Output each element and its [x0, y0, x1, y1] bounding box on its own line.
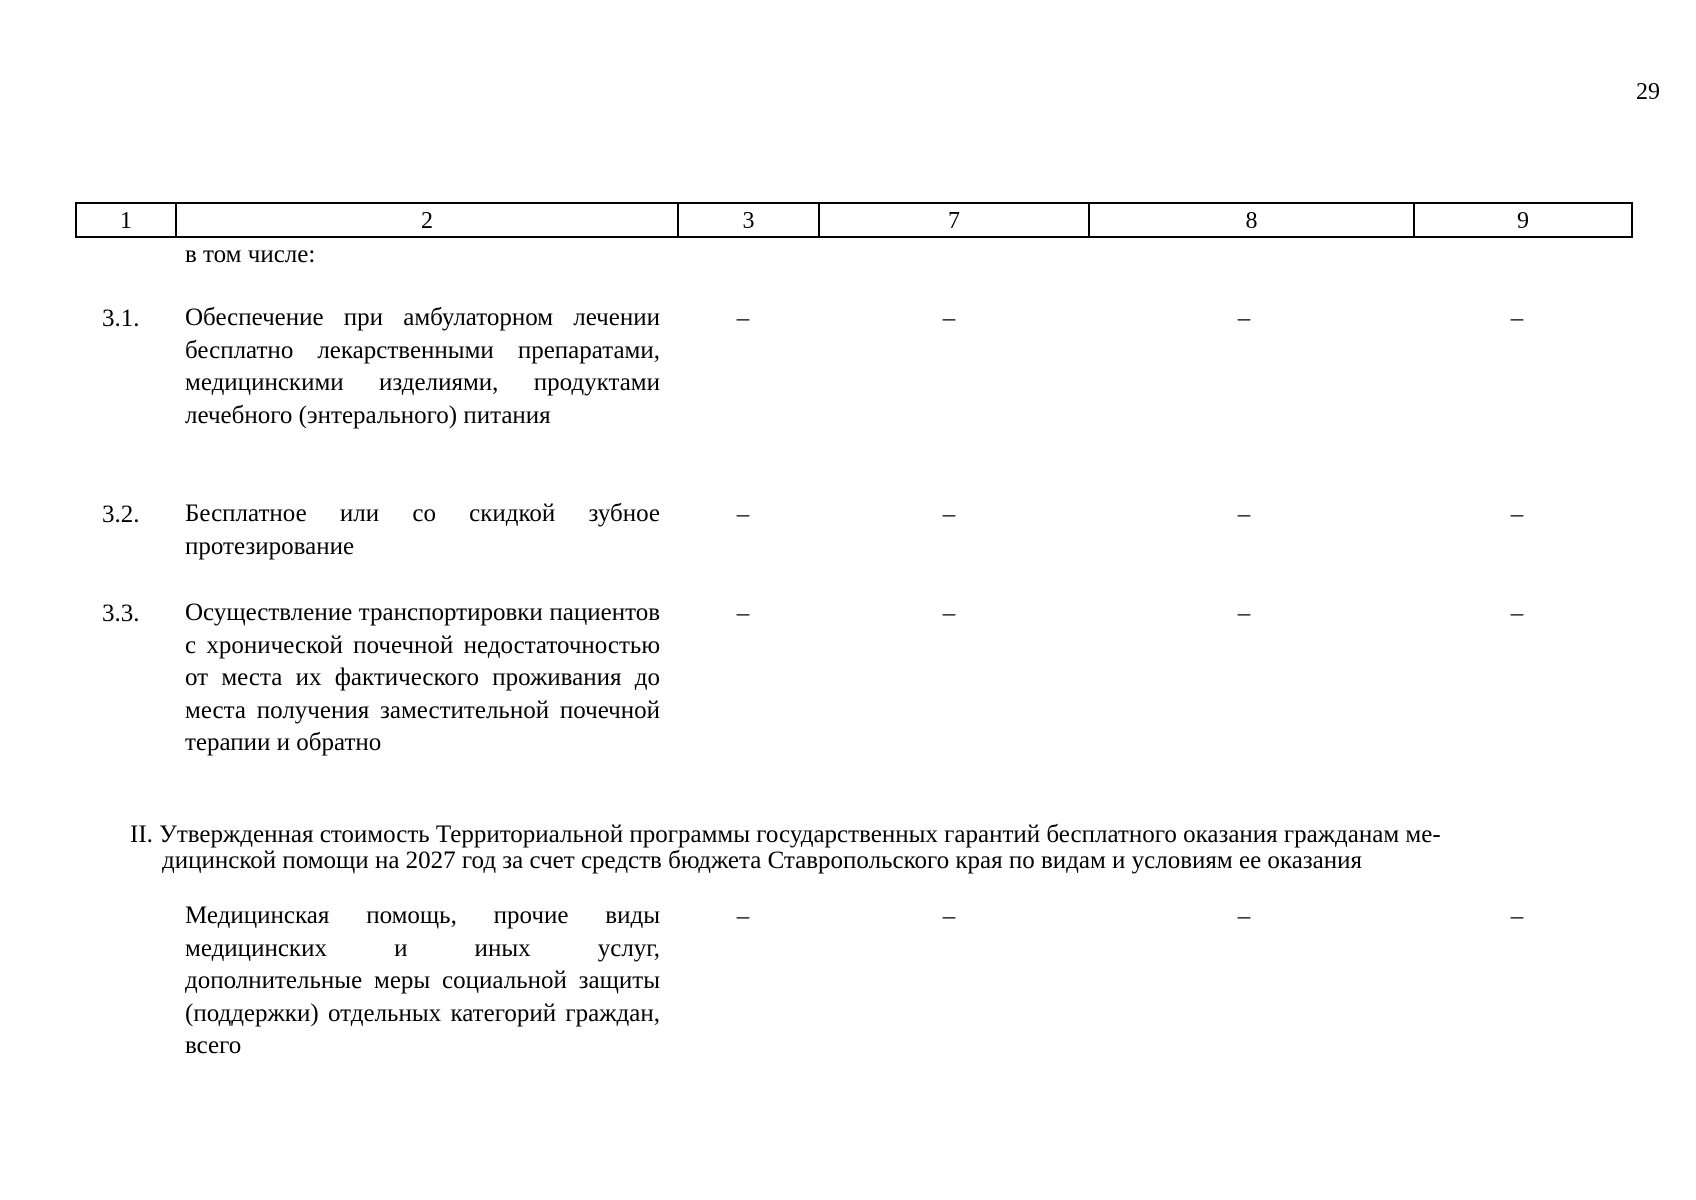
section-heading [130, 822, 1630, 874]
section-heading-line-1: II. Утвержденная стоимость Территориальной программы государственных гарантий бесплатного оказания гражданам ме- [130, 821, 1441, 848]
value-col-7: – [942, 903, 956, 930]
column-header-1: 1 [76, 203, 176, 237]
value-col-7: – [942, 600, 956, 627]
value-col-8: – [1237, 600, 1251, 627]
row-text: Медицинская помощь, прочие виды медицинских и иных услуг, дополнительные меры социальной защиты (поддержки) отдельных категорий граждан, всего [185, 902, 660, 1059]
value-col-3: – [736, 903, 750, 930]
column-header-7: 7 [819, 203, 1089, 237]
row-number: 3.2. [102, 501, 140, 528]
value-col-9: – [1510, 903, 1524, 930]
value-col-3: – [736, 501, 750, 528]
value-col-7: – [942, 305, 956, 332]
value-col-9: – [1510, 600, 1524, 627]
value-col-8: – [1237, 903, 1251, 930]
row-text: Осуществление транспортировки пациентов с хронической почечной недостаточностью от места их фактического проживания до места получения заместительной почечной терапии и обратно [185, 599, 660, 756]
row-text: Обеспечение при амбулаторном лечении бесплатно лекарственными препаратами, медицинскими изделиями, продуктами лечебного (энтерального) питания [185, 304, 660, 429]
value-col-9: – [1510, 501, 1524, 528]
row-text: Бесплатное или со скидкой зубное протезирование [185, 500, 660, 560]
column-header-9: 9 [1414, 203, 1632, 237]
row-number: 3.3. [102, 600, 140, 627]
value-col-7: – [942, 501, 956, 528]
table-header [75, 202, 1633, 238]
page-number: 29 [1636, 79, 1660, 105]
column-header-2: 2 [176, 203, 678, 237]
value-col-3: – [736, 305, 750, 332]
row-number: 3.1. [102, 305, 140, 332]
row-text: в том числе: [185, 241, 316, 268]
value-col-9: – [1510, 305, 1524, 332]
value-col-8: – [1237, 305, 1251, 332]
section-heading-line-2: дицинской помощи на 2027 год за счет средств бюджета Ставропольского края по видам и условиям ее оказания [162, 847, 1363, 874]
column-header-8: 8 [1089, 203, 1414, 237]
column-header-3: 3 [678, 203, 819, 237]
value-col-3: – [736, 600, 750, 627]
value-col-8: – [1237, 501, 1251, 528]
